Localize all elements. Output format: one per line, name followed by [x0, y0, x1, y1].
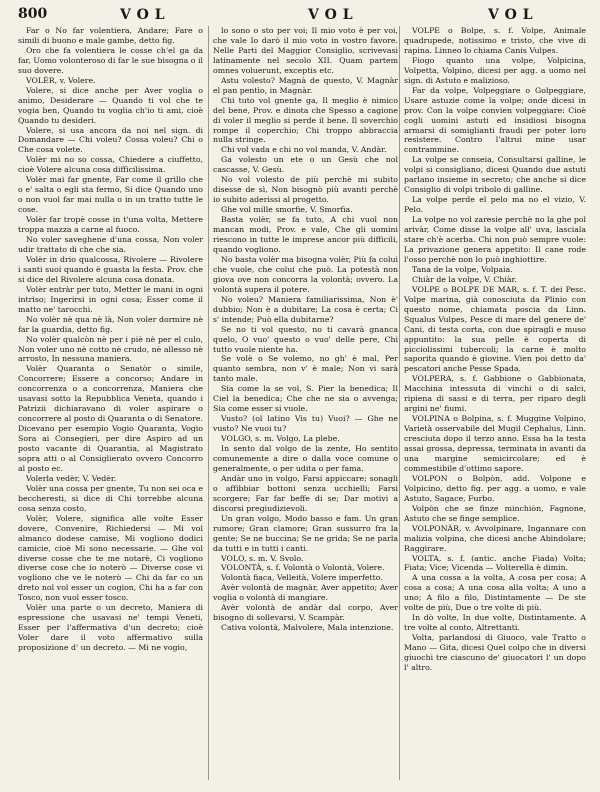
dictionary-entry: Volontà fiaca, Velleità, Volere imperfetto. — [221, 573, 383, 583]
dictionary-entry: Tana de la volpe, Volpaia. — [412, 264, 513, 274]
text-column-right — [404, 26, 586, 673]
dictionary-entry: Far da volpe, Volpeggiare o Golpeggiare, Usare astuzie come la volpe; onde dicesi in prov. Con la volpe convien volpeggiare: Cioè cogli uomini astuti ed insidiosi bisogna armarsi di somiglianti fraudi per poter loro resistere. Contro l'altrui mine usar contrammine. — [404, 85, 586, 155]
dictionary-entry: VOLO, s. m. V. Svolo. — [221, 553, 304, 563]
dictionary-entry: Volerla vedèr, V. Vedèr. — [26, 473, 117, 483]
dictionary-entry: A una cossa a la volta, A cosa per cosa; A cosa a cosa; A una cosa alla volta; A uno a uno; A filo a filo, Distintamente — De ste volte de più, Due o tre volte di più. — [404, 573, 586, 613]
dictionary-entry: Volere, si dice anche per Aver voglia o animo, Desiderare — Quando ti vol che te vogia ben, Quando tu voglia ch'io ti ami, cioè Quando tu desideri. — [18, 85, 203, 125]
dictionary-entry: In dò volte, In due volte, Distintamente. A tre volte al conto, Altrettanti. — [404, 613, 586, 633]
dictionary-entry: Volèr in drio qualcossa, Rivolere — Rivolere i santi suoi quando è guasta la festa. Prov. che si dice del Rivolere alcuna cosa donata. — [18, 254, 203, 284]
dictionary-entry: No volèr qualcòn nè per i piè nè per el culo, Non voler uno nè cotto nè crudo, nè allesso nè arrosto, In nessuna maniera. — [18, 334, 203, 364]
dictionary-entry: Chiàr de la volpe, V. Chiàr. — [412, 274, 517, 284]
dictionary-entry: Volèr far tropè cosse in t'una volta, Mettere troppa mazza a carne al fuoco. — [18, 215, 203, 235]
dictionary-entry: Avèr volontà de andàr dal corpo, Aver bisogno di sollevarsi, V. Scampàr. — [213, 603, 398, 623]
dictionary-entry: VOLPONÀR, v. Avvolpinare, Ingannare con malizia volpina, che dicesi anche Abindolare; Raggirare. — [404, 523, 586, 553]
running-head: VOL — [120, 7, 171, 23]
dictionary-entry: Volèr mi no so cossa, Chiedere a ciuffetto, cioè Volere alcuna cosa difficilissima. — [18, 155, 203, 175]
dictionary-entry: Avèr volontà de magnàr, Aver appetito; Aver voglia o volontà di mangiare. — [213, 583, 398, 603]
dictionary-entry: Se volè o Se volemo, no gh' è mal, Per quanto sembra, non v' è male; Non vi sarà tanto male. — [213, 354, 398, 384]
dictionary-entry: Volèr una cossa per gnente, Tu non sei oca e beccheresti, si dice di Chi torrebbe alcuna cosa senza costo. — [18, 483, 203, 513]
dictionary-entry: Vusto? (ol latino Vis tu) Vuoi? — Ghe ne vusto? Ne vuoi tu? — [213, 414, 398, 434]
dictionary-entry: Sia come la se vol, S. Pier la benedica; Il Ciel la benedica; Che che ne sia o avvenga; Sia come esser si vuole. — [213, 384, 398, 414]
dictionary-entry: Oro che fa volentiera le cosse ch'el ga da far, Uomo volonteroso di far le sue bisogna o il suo dovere. — [18, 45, 203, 75]
dictionary-entry: Chi vol vada e chi no vol manda, V. Andàr. — [221, 145, 387, 155]
dictionary-entry: lo sono o sto per voi; Il mio voto è per voi, che vale Io darò il mio voto in vostro favore. Nelle Parti del Maggior Consiglio, scrivevasi latinamente nel secolo XII. Quam partem omnes voluerunt, exceptis etc. — [213, 26, 398, 75]
running-head: VOL — [308, 7, 359, 23]
text-column-left — [18, 26, 203, 653]
text-column-middle — [213, 26, 398, 633]
dictionary-entry: VOLGO, s. m. Volgo, La plebe. — [221, 434, 340, 444]
dictionary-entry: No voler saveghene d'una cossa, Non voler udir trattato di che che sia. — [18, 235, 203, 254]
dictionary-entry: Ga volesto un ete o un Gesù che nol cascasse, V. Gesù. — [213, 155, 398, 175]
dictionary-entry: VOLPERA, s. f. Gabbione o Gabbionata, Macchina intessuta di vinchi o di salci, ripiena di sassi e di terra, per riparo degli argini ne' fiumi. — [404, 374, 586, 414]
dictionary-entry: No volèr nè qua nè là, Non voler dormire nè far la guardia, detto fig. — [18, 314, 203, 334]
dictionary-entry: Un gran volgo, Modo basso e fam. Un gran rumore; Gran clamore; Gran sussurro fra la gente; Se ne buccina; Se ne grida; Se ne parla da tutti e in tutti i canti. — [213, 513, 398, 553]
dictionary-entry: VOLONTÀ, s. f. Volontà o Volontà, Volere. — [221, 563, 385, 573]
dictionary-entry: Volèr una parte o un decreto, Maniera di espressione che usavasi ne' tempi Veneti, Esser per l'affermativa d'un decreto; cioè Voler dare il voto affermativo sulla proposizione d' un decreto. — Mi ne vogio, — [18, 603, 203, 653]
dictionary-entry: Astu volesto? Magnà de questo, V. Magnàr el pan pentìo, in Magnàr. — [213, 75, 398, 95]
dictionary-entry: No vol volesto de più perchè mi subito disesse de sì, Non bisognò più avanti perchè io subito aderissi al progetto. — [213, 175, 398, 205]
dictionary-entry: Chi tuto vol gnente ga, Il meglio è nimico del bene, Prov. e dinota che Spesso a cagione di voler il meglio si perde il bene. Il soverchio rompe il coperchio; Chi troppo abbraccia nulla stringe. — [213, 95, 398, 145]
dictionary-entry: VOLTA, s. f. (antic. anche Fiada) Volta; Fiata; Vice; Vicenda — Volterella è dimin. — [404, 553, 586, 573]
dictionary-entry: Volèr, Volere, significa alle volte Esser dovere, Convenire, Richiedersi — Mi vol almanco dodese camise, Mi vogliono dodici camicie, cioè Mi sono necessarie. — Ghe vol diverse cosse che te me notarè, Ci vogliono diverse cose che io noterò — Diverse cose vi vogliono che ve le noterò — Chi da far co un dreto nol vol esser un cogion, Chi ha a far con Tosco, non vuol esser tosco. — [18, 513, 203, 603]
dictionary-entry: VOLÈR, v. Volere. — [26, 75, 96, 85]
dictionary-entry: VOLPE o BOLPE DE MAR, s. f. T. dei Pesc. Volpe marina, già conosciuta da Plinio con questo nome, chiamata poscia da Linn. Squalus Vulpes, Pesce di mare del genere de' Cani, di testa corta, con due spiragli e muso appuntito: la sua pelle è coperta di picciolissimi tubercoli; la carne è molto saporita quando è giovine. Vien poi detto da' pescatori anche Pesse Spada. — [404, 284, 586, 374]
dictionary-entry: Volpòn che se finze minchiòn, Fagnone, Astuto che se finge semplice. — [404, 503, 586, 523]
dictionary-entry: Volere, si usa ancora da noi nel sign. di Domandare — Chi voleu? Cossa voleu? Chi o Che cosa volete. — [18, 125, 203, 155]
dictionary-entry: In sento dal volgo de la zente, Ho sentito comunemente a dire o dalla voce comune o generalmente, o per udita o per fama. — [213, 444, 398, 473]
dictionary-entry: Se no ti vol questo, no ti cavarà gnanca quelo, O vuo' questo o vuo' delle pere, Chi tutto vuole niente ha. — [213, 324, 398, 354]
page-header — [18, 6, 584, 24]
dictionary-entry: Fiogo quanto una volpe, Volpicina, Volpetta, Volpino, dicesi per agg. a uomo nel sign. di Astuto e malizioso. — [404, 55, 586, 85]
dictionary-entry: Volèr mai far gnente, Far come il grillo che o e' salta o egli sta fermo, Si dice Quando uno o non vuol far mai nulla o in un tratto tutte le cose. — [18, 175, 203, 215]
dictionary-entry: La volpe perde el pelo ma no el vizio, V. Pelo. — [404, 195, 586, 215]
column-divider — [399, 26, 400, 780]
dictionary-entry: No basta volèr ma bisogna volèr, Più fa colui che vuole, che colui che può. La potestà non giova ove non concorra la volontà; ovvero. La volontà supera il potere. — [213, 254, 398, 294]
dictionary-entry: Basta volèr, se fa tuto, A chi vuol non mancan modi, Prov. e vale, Che gli uomini riescono in tutte le imprese ancor più difficili, quando vogliono. — [213, 215, 398, 254]
dictionary-entry: Cativa volontà, Malvolere, Mala intenzione. — [221, 623, 394, 633]
page-number: 800 — [18, 6, 48, 22]
dictionary-entry: VOLPON o Bolpòn, add. Volpone e Volpicino, detto fig. per agg. a uomo, e vale Astuto, Sagace, Furbo. — [404, 473, 586, 503]
dictionary-entry: VOLPE o Bolpe, s. f. Volpe, Animale quadrupede, notissimo e tristo, che vive di rapina. Linneo lo chiama Canis Vulpes. — [404, 26, 586, 55]
dictionary-entry: Ghe vol mille smorfie, V. Smorfia. — [221, 205, 353, 215]
dictionary-entry: Volèr Quaranta o Senatòr o simile, Concorrere; Essere a concorso; Andare in concorrenza o a concorrenza, Maniera che usavasi sotto la Repubblica Veneta, quando i Patrizii dichiaravano di voler aspirare o concorrere al posto di Quaranta o di Senatore. Dicevano per esempio Vogio Quaranta, Vogio Sora ai Consegieri, per dire Aspiro ad un posto vacante di Quarantia, al Magistrato sopra atti o al Consiglierato ovvero Concorro al posto ec. — [18, 364, 203, 473]
dictionary-entry: Volta, parlandosi di Giuoco, vale Tratto o Mano — Gita, dicesi Quel colpo che in diversi giuochi tre ciascuno de' giuocatori l' un dopo l' altro. — [404, 633, 586, 672]
running-head: VOL — [488, 7, 539, 23]
dictionary-entry: Andàr uno in volgo, Farsi appiccare; sonagli o affibbiar bottoni senza ucchielli; Farsi scorgere; Far far beffe di se; Dar motivi a discorsi pregiudizievoli. — [213, 473, 398, 513]
column-divider — [208, 26, 209, 780]
dictionary-entry: No voleu? Maniera familiarissima, Non è' dubbio; Non è a dubitare; La cosa è certa; Ci s' intende; Può ella dubitarne? — [213, 294, 398, 324]
dictionary-entry: Far o No far volentiera, Andare; Fare o simili di buono e male gambe, detto fig. — [18, 26, 203, 45]
dictionary-entry: Volèr entràr per tuto, Metter le mani in ogni intriso; Ingerirsi in ogni cosa; Esser come il matto ne' tarocchi. — [18, 284, 203, 314]
dictionary-entry: La volpe no vol zaresie perchè no la ghe pol arivàr, Come disse la volpe all' uva, lasciala stare ch'è acerba. Chi non può sempre vuole: La privazione genera appetito: Il cane rode l'osso perchè non lo può inghiottire. — [404, 215, 586, 264]
dictionary-entry: VOLPINA o Bolpina, s. f. Muggine Volpino, Varietà osservabile del Mugil Cephalus, Linn. cresciuta dopo il terzo anno. Essa ha la testa assai grossa, depressa, terminata in avanti da una margine semicircolare; ed è commestibile d'ottimo sapore. — [404, 414, 586, 473]
dictionary-entry: La volpe se conseia, Consultarsi galline, le volpi si consigliano, dicesi Quando due astuti parlano insieme in secreto; che anche si dice Consiglio di volpi tribolo di galline. — [404, 155, 586, 195]
